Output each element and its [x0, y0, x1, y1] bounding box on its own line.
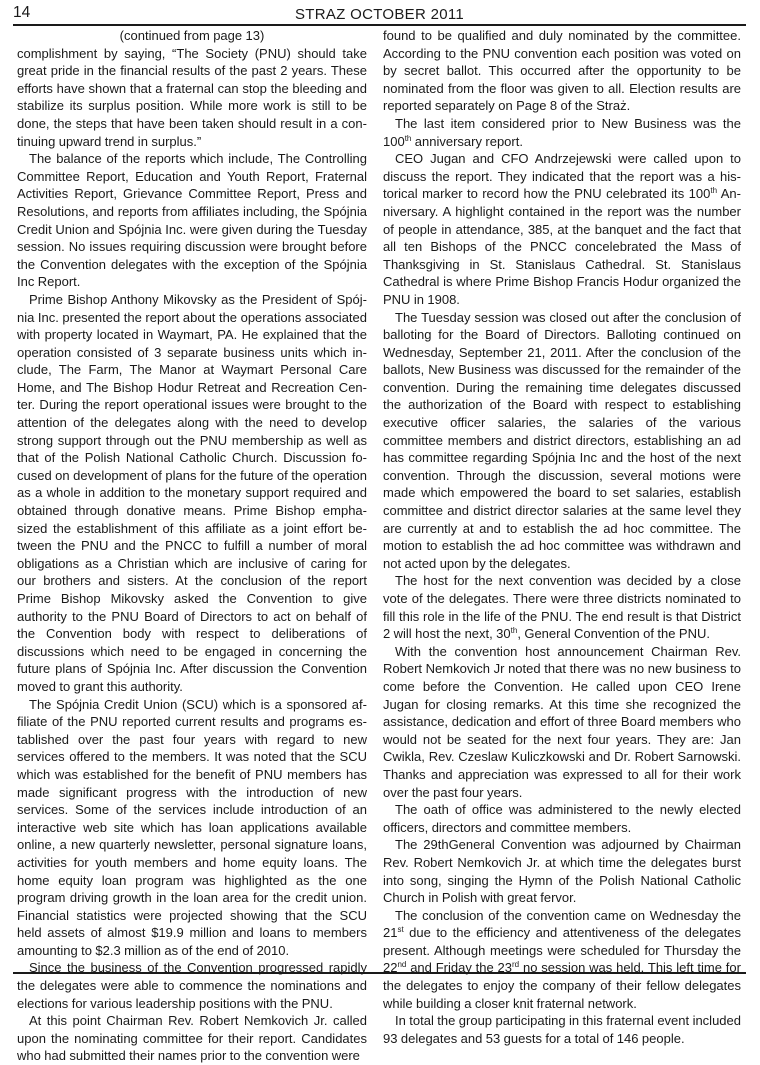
ordinal-suffix: nd: [397, 960, 407, 970]
paragraph: The 29thGeneral Convention was adjourned by Chairman Rev. Robert Nemkovich Jr. at which time the delegates burst into song, singing the Hymn of the Polish National Catholic Church in Polish with great fervor.: [383, 837, 741, 906]
paragraph: With the convention host announcement Chairman Rev. Robert Nemkovich Jr noted that there was no new business to come before the Convention. He called upon CEO Irene Jugan for closing remarks. At this time she recognized the assistance, dedication and effort of three Board members who would not be seated for the next four years. They are: Jan Cwikla, Rev. Czeslaw Kuliczkowski and Dr. Robert Sarnowski. Thanks and appreciation was expressed to all for their work over the past four years.: [383, 643, 741, 800]
text-run: Anniversary. A highlight contained in the report was the number of people in attendance, 385, at the banquet and the fact that all ten Bishops of the PNCC concelebrated the Mass of Thanksgiving in St. Stanislaus Cathedral. St. Stanislaus Cathedral is where Prime Bishop Francis Hodur organized the PNU in 1908.: [383, 186, 741, 307]
paragraph: The Spójnia Credit Union (SCU) which is a sponsored affiliate of the PNU reported current results and programs established over the past four years with regard to new services offered to the members. It was noted that the SCU which was established for the benefit of PNU members has made significant progress with the introduction of new services. Some of the services include introduction of an interactive web site which has loan applications available online, a new quarterly newsletter, personal signature loans, activities for youth members and home equity loans. The home equity loan program was highlighted as the one program driving growth in the loan area for the credit union. Financial statistics were projected showing that the SCU held assets of almost $19.9 million and loans to members amounting to $2.3 million as of the end of 2010.: [17, 696, 367, 958]
paragraph: [383, 572, 741, 642]
paragraph: The oath of office was administered to the newly elected officers, directors and committee members.: [383, 802, 741, 835]
paragraph: The balance of the reports which include, The Controlling Committee Report, Education and Youth Report, Fraternal Activities Report, Grievance Committee Report, Press and Resolutions, and reports from affiliates including, the Spójnia Credit Union and Spójnia Inc. were given during the Tuesday session. No issues requiring discussion were brought before the Convention delegates with the exception of the Spójnia Inc Report.: [17, 151, 367, 290]
text-run: The last item considered prior to New Business was the 100: [383, 115, 741, 149]
text-run: , General Convention of the PNU.: [517, 626, 710, 642]
masthead: STRAZ OCTOBER 2011: [294, 6, 465, 23]
right-column: [383, 27, 741, 1047]
paragraph: [383, 907, 741, 1013]
page-header: [13, 4, 746, 26]
footer-rule: [13, 972, 746, 974]
text-run: CEO Jugan and CFO Andrzejewski were called upon to discuss the report. They indicated that the report was a historical marker to record how the PNU celebrated its 100: [383, 151, 741, 202]
paragraph: found to be qualified and duly nominated by the committee. According to the PNU convention each position was voted on by secret ballot. This occurred after the opportunity to be nominated from the floor was given to all. Election results are reported separately on Page 8 of the Straż.: [383, 28, 741, 114]
text-run: The host for the next convention was decided by a close vote of the delegates. There were three districts nominated to fill this role in the life of the PNU. The end result is that District 2 will host the next, 30: [383, 573, 741, 642]
continued-note: (continued from page 13): [119, 28, 265, 43]
text-run: and Friday the 23: [406, 960, 513, 976]
ordinal-suffix: rd: [512, 960, 520, 970]
ordinal-suffix: th: [404, 133, 412, 143]
left-column: [17, 27, 367, 1065]
paragraph: complishment by saying, “The Society (PNU) should take great pride in the financial results of the past 2 years. These efforts have shown that a fraternal can stop the bleeding and stabilize its surplus position. While more work is still to be done, the steps that have been taken should result in a continuing upward trend in surplus.”: [17, 45, 367, 149]
text-run: due to the efficiency and attentiveness of the delegates present. Although meetings were scheduled for Thursday the 22: [383, 925, 741, 976]
ordinal-suffix: st: [397, 925, 404, 935]
paragraph: Prime Bishop Anthony Mikovsky as the President of Spójnia Inc. presented the report about the operations associated with property located in Waymart, PA. He explained that the operation consisted of 3 separate business units which include, The Farm, The Manor at Waymart Personal Care Home, and The Bishop Hodur Retreat and Recreation Center. During the report operational issues were brought to the attention of the delegates along with the need to develop strong support through out the PNU membership as well as that of the Polish National Catholic Church. Discussion focused on development of plans for the future of the operation as a whole in addition to the monetary support required and obtained through donative means. Prime Bishop emphasized the establishment of this affiliate as a joint effort between the PNU and the PNCC to fulfill a number of moral obligations as a Christian which are inclusive of caring for our brothers and sisters. At the conclusion of the report Prime Bishop Mikovsky asked the Convention to give authority to the PNU Board of Directors to act on behalf of the Convention body with respect to deliberations of discussions which need to be engaged in concerning the future plans of Spójnia Inc. After discussion the Convention moved to grant this authority.: [17, 291, 367, 694]
text-run: no session was held. This left time for the delegates to enjoy the company of their fellow delegates while building a closer knit fraternal network.: [383, 960, 741, 1011]
paragraph: In total the group participating in this fraternal event included 93 delegates and 53 guests for a total of 146 people.: [383, 1013, 741, 1046]
paragraph: [383, 150, 741, 308]
paragraph: At this point Chairman Rev. Robert Nemkovich Jr. called upon the nominating committee for their report. Candidates who had submitted their names prior to the convention were: [17, 1013, 367, 1064]
ordinal-suffix: th: [510, 626, 518, 636]
text-run: The conclusion of the convention came on Wednesday the 21: [383, 907, 741, 941]
text-run: anniversary report.: [411, 133, 523, 149]
ordinal-suffix: th: [710, 186, 718, 196]
paragraph: [383, 115, 741, 150]
page-number: 14: [13, 4, 31, 21]
paragraph: Since the business of the Convention progressed rapidly the delegates were able to commence the nominations and elections for various leadership positions with the PNU.: [17, 960, 367, 1011]
paragraph: The Tuesday session was closed out after the conclusion of balloting for the Board of Directors. Balloting continued on Wednesday, September 21, 2011. After the conclusion of the ballots, New Business was discussed for the remainder of the convention. During the remaining time delegates discussed the authorization of the Board with respect to establishing executive officer salaries, the salaries of the various committee members and district directors, establishing an ad has committee regarding Spójnia Inc and the host of the next convention. Through the discussion, several motions were made which empowered the board to set salaries, establish committee and district director salaries at the same level they are currently at and to establish the ad hoc committee. The motion to establish the ad hoc committee was withdrawn and not acted upon by the delegates.: [383, 309, 741, 571]
